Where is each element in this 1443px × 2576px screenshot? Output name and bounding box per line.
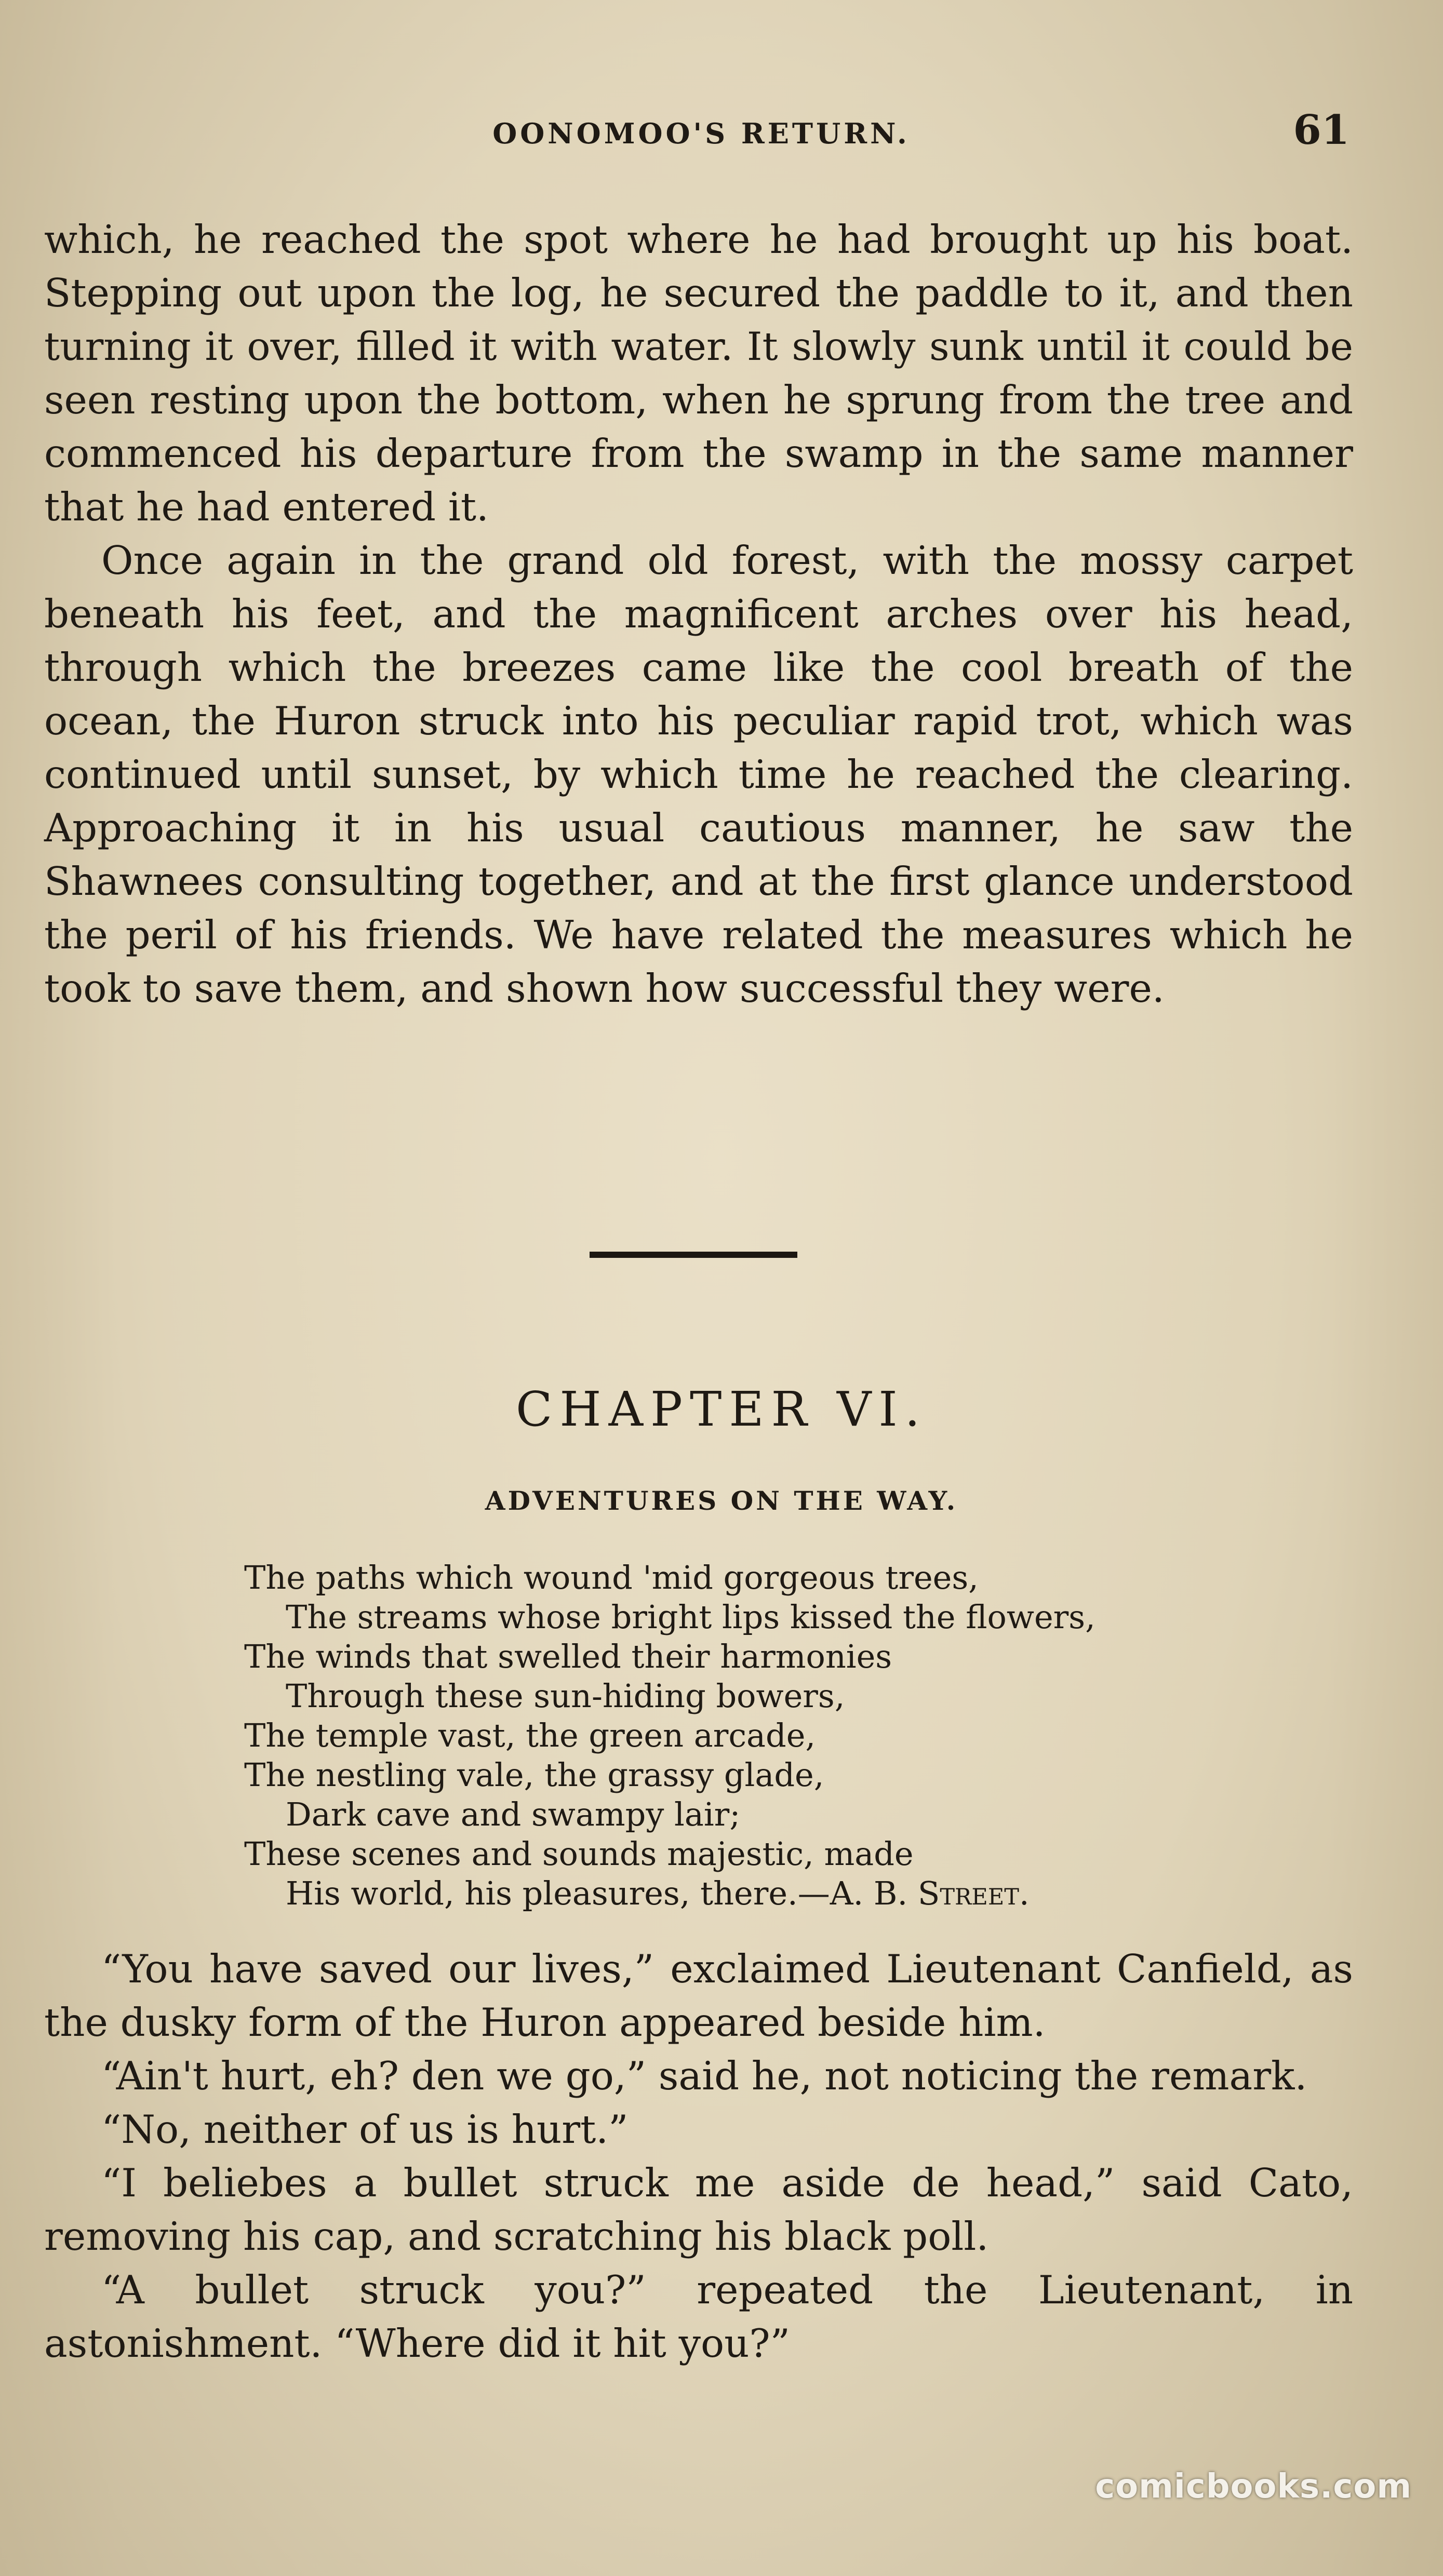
paragraph: “A bullet struck you?” repeated the Lieutenant, in astonishment. “Where did it hit you?”	[44, 2267, 1353, 2366]
paragraph: which, he reached the spot where he had brought up his boat. Stepping out upon the log, he secured the paddle to it, and then turning it over, filled it with water. It slowly sunk until it could be seen resting upon the bottom, when he sprung from the tree and commenced his departure from the swamp in the same manner that he had entered it.	[44, 217, 1353, 530]
paragraph: “I beliebes a bullet struck me aside de head,” said Cato, removing his cap, and scratching his black poll.	[44, 2160, 1353, 2259]
section-divider	[590, 1252, 797, 1258]
paragraph: “No, neither of us is hurt.”	[101, 2107, 629, 2152]
page-number: 61	[1293, 106, 1350, 154]
poem-line: These scenes and sounds majestic, made	[244, 1835, 914, 1873]
paragraph: Once again in the grand old forest, with the mossy carpet beneath his feet, and the magnificent arches over his head, through which the breezes came like the cool breath of the ocean, the Huron struck into his peculiar rapid trot, which was continued until sunset, by which time he reached the clearing. Approaching it in his usual cautious manner, he saw the Shawnees consulting together, and at the first glance understood the peril of his friends. We have related the measures which he took to save them, and shown how successful they were.	[44, 538, 1353, 1011]
poem-line: The streams whose bright lips kissed the flowers,	[286, 1598, 1095, 1636]
watermark: comicbooks.com	[1095, 2467, 1412, 2506]
chapter-end-text	[44, 213, 1353, 1015]
poem-line: The nestling vale, the grassy glade,	[244, 1756, 824, 1794]
poem-line: The winds that swelled their harmonies	[244, 1638, 892, 1675]
poem-line: The paths which wound 'mid gorgeous trees,	[244, 1559, 979, 1596]
chapter-title: CHAPTER VI.	[515, 1381, 928, 1437]
poem-line-last	[244, 1874, 1335, 1913]
poem-line: His world, his pleasures, there.	[286, 1874, 798, 1912]
paragraph: “You have saved our lives,” exclaimed Lieutenant Canfield, as the dusky form of the Huron appeared beside him.	[44, 1946, 1353, 2045]
paragraph: “Ain't hurt, eh? den we go,” said he, not noticing the remark.	[101, 2053, 1307, 2099]
poem-line: Through these sun-hiding bowers,	[286, 1677, 845, 1715]
chapter-subtitle: ADVENTURES ON THE WAY.	[485, 1485, 958, 1516]
page-header	[0, 106, 1443, 164]
poem-attribution: —A. B. Street.	[797, 1874, 1030, 1912]
running-head: OONOMOO'S RETURN.	[492, 117, 910, 150]
poem-line: The temple vast, the green arcade,	[244, 1716, 816, 1754]
dialogue-text	[44, 1942, 1353, 2370]
epigraph-poem	[244, 1558, 1335, 1913]
poem-line: Dark cave and swampy lair;	[286, 1795, 741, 1833]
